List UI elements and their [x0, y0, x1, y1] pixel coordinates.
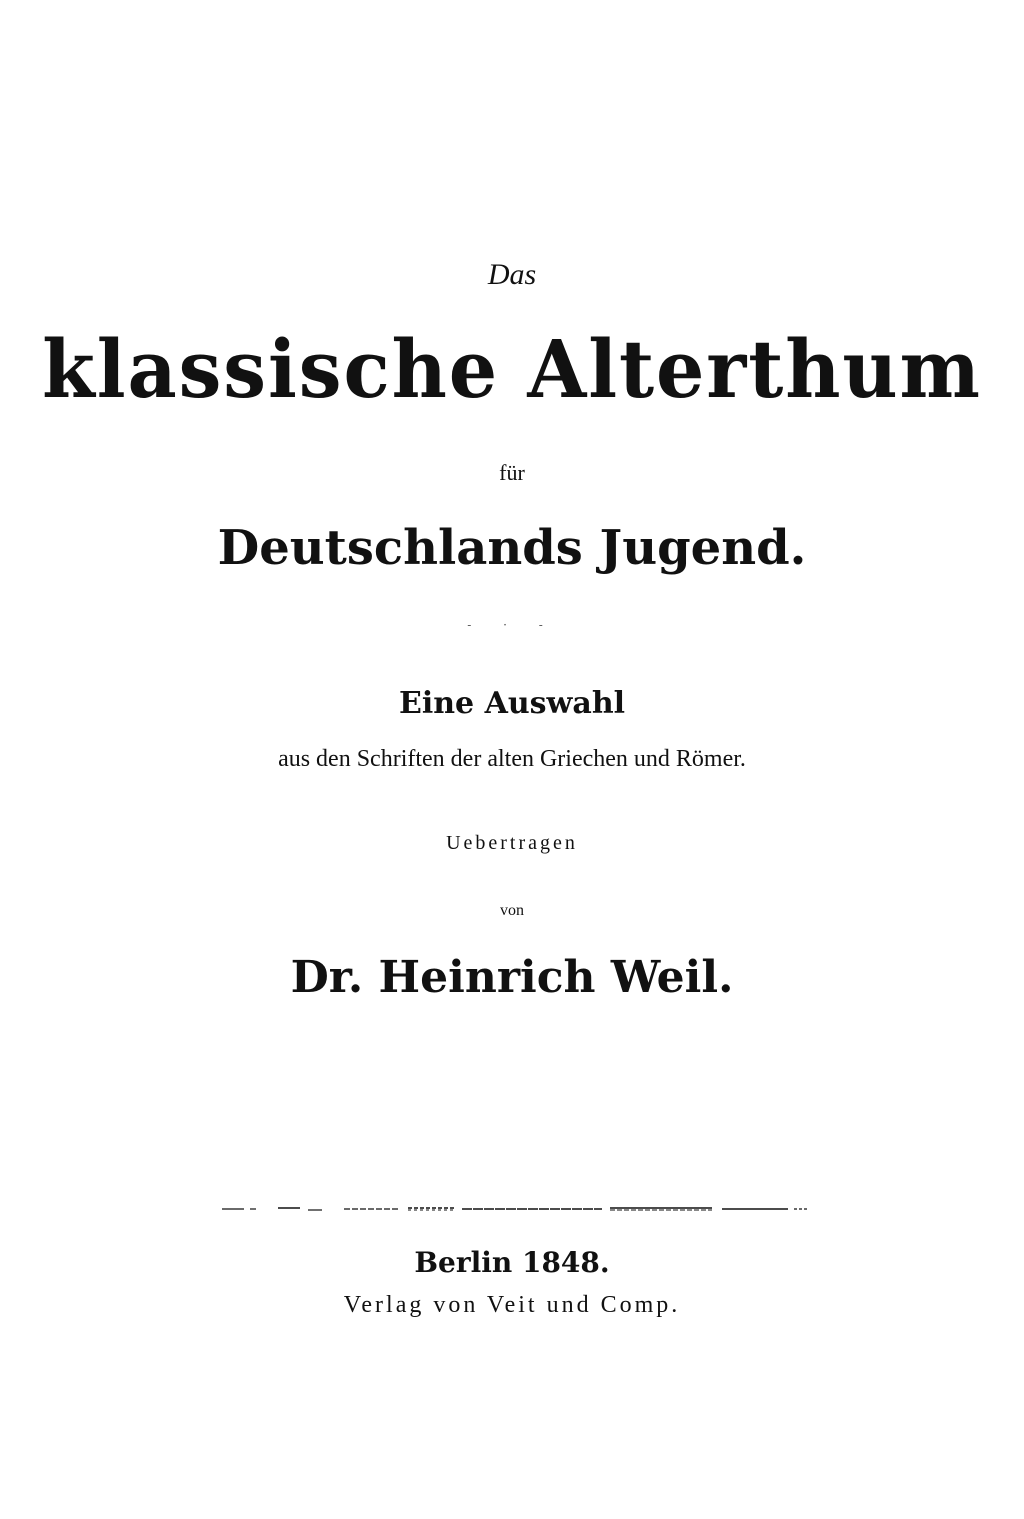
author-name: Dr. Heinrich Weil.	[290, 952, 734, 1003]
publication-city-year: Berlin 1848.	[414, 1246, 610, 1279]
selection-heading: Eine Auswahl	[398, 686, 626, 721]
translated-label: Uebertragen	[446, 832, 578, 854]
sources-line: aus den Schriften der alten Griechen und Römer.	[278, 746, 746, 772]
by-label: von	[500, 902, 524, 919]
title-article: Das	[487, 258, 537, 291]
decorative-rule	[222, 1206, 808, 1212]
ornament-divider: - · -	[467, 618, 557, 632]
main-title: klassische Alterthum	[42, 322, 982, 416]
title-preposition: für	[499, 460, 525, 485]
subtitle: Deutschlands Jugend.	[217, 520, 807, 576]
publisher-line: Verlag von Veit und Comp.	[343, 1292, 681, 1318]
